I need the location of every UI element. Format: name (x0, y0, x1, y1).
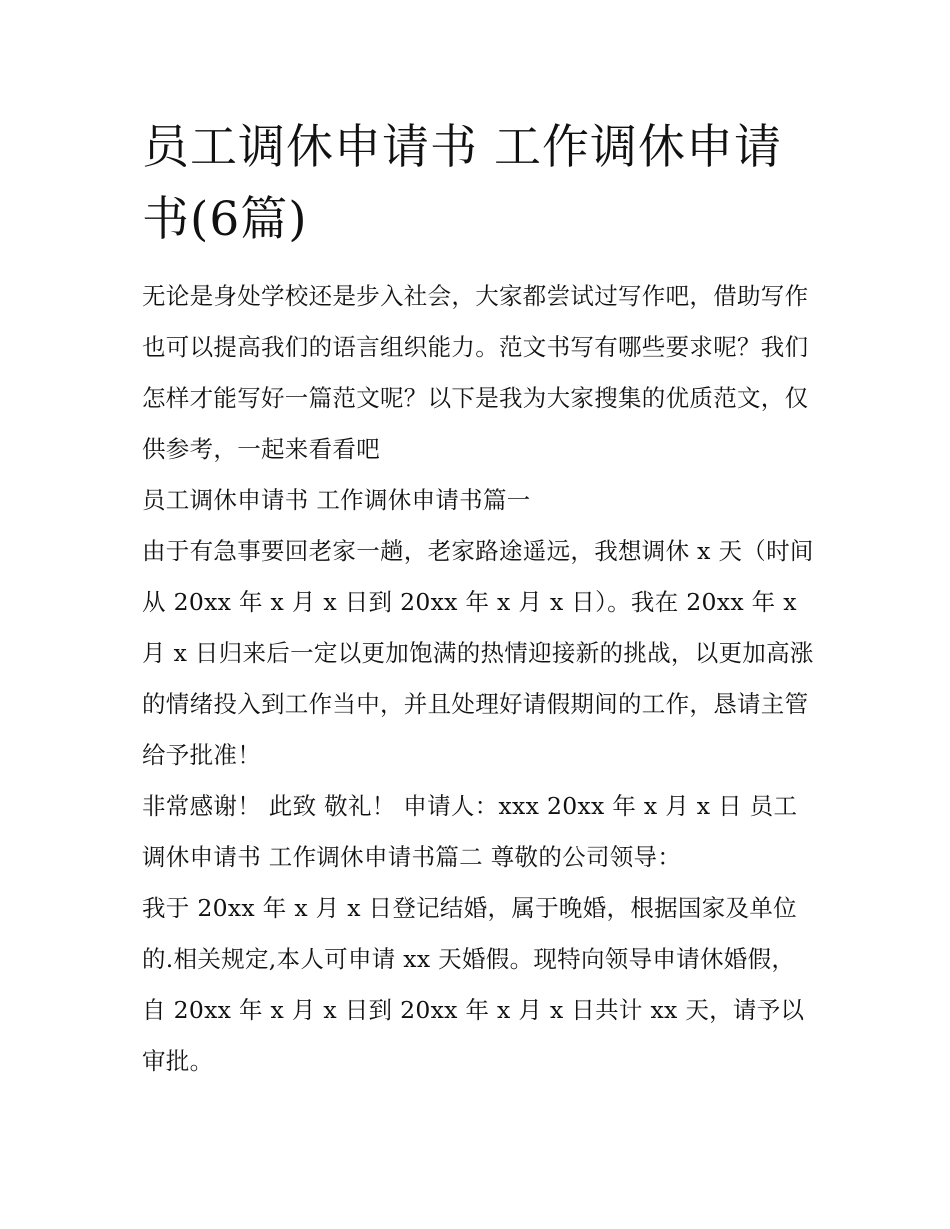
body-paragraph-1: 由于有急事要回老家一趟，老家路途遥远，我想调休 x 天（时间从 20xx 年 x 月 x 日到 20xx 年 x 月 x 日）。我在 20xx 年 x 月 x 日归来后一定以更加饱满的热情迎接新的挑战，以更加高涨的情绪投入到工作当中，并且处理好请假期间的工作，恳请主管给予批准！ (142, 537, 814, 769)
body-paragraph-3: 我于 20xx 年 x 月 x 日登记结婚，属于晚婚，根据国家及单位的.相关规定,本人可申请 xx 天婚假。现特向领导申请休婚假，自 20xx 年 x 月 x 日到 20xx 年 x 月 x 日共计 xx 天，请予以审批。 (142, 894, 805, 1075)
section-heading-1: 员工调休申请书 工作调休申请书篇一 (142, 486, 531, 514)
intro-paragraph: 无论是身处学校还是步入社会，大家都尝试过写作吧，借助写作也可以提高我们的语言组织能力。范文书写有哪些要求呢？我们怎样才能写好一篇范文呢？以下是我为大家搜集的优质范文，仅供参考，一起来看看吧 (142, 282, 809, 463)
body-paragraph-2: 非常感谢！ 此致 敬礼！ 申请人：xxx 20xx 年 x 月 x 日 员工调休申请书 工作调休申请书篇二 尊敬的公司领导： (142, 792, 798, 871)
document-title: 员工调休申请书 工作调休申请书(6篇) (142, 120, 782, 247)
document-body (142, 112, 814, 1087)
